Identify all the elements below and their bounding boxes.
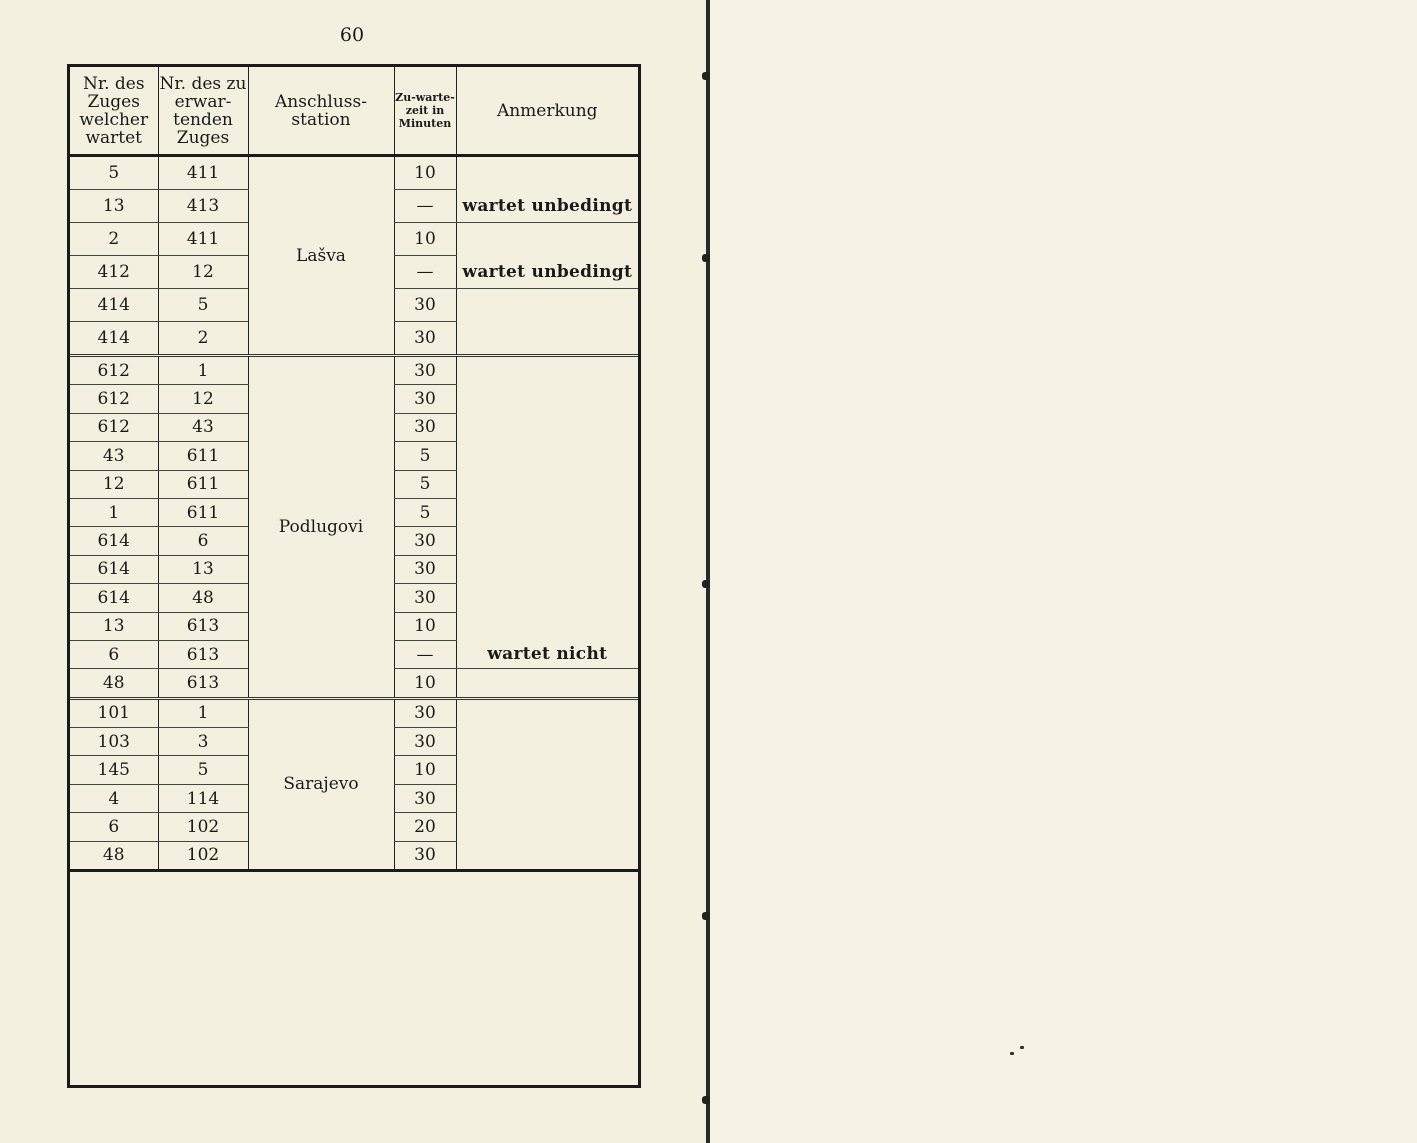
cell-remark — [456, 669, 638, 698]
cell-wait-minutes: 30 — [394, 527, 456, 555]
cell-train-waiting: 614 — [70, 555, 158, 583]
cell-train-awaited: 114 — [158, 784, 248, 812]
cell-wait-minutes: 30 — [394, 322, 456, 356]
cell-station: Podlugovi — [248, 356, 394, 699]
cell-train-waiting: 6 — [70, 640, 158, 668]
cell-train-awaited: 611 — [158, 470, 248, 498]
header-wait-minutes: Zu-warte-zeit in Minuten — [394, 67, 456, 156]
cell-remark — [456, 223, 638, 256]
cell-train-waiting: 1 — [70, 498, 158, 526]
cell-train-awaited: 613 — [158, 640, 248, 668]
cell-train-awaited: 2 — [158, 322, 248, 356]
cell-train-awaited: 6 — [158, 527, 248, 555]
cell-wait-minutes: 30 — [394, 356, 456, 385]
cell-wait-minutes: 30 — [394, 289, 456, 322]
cell-wait-minutes: 5 — [394, 442, 456, 470]
cell-train-awaited: 13 — [158, 555, 248, 583]
cell-train-waiting: 614 — [70, 527, 158, 555]
cell-wait-minutes: 10 — [394, 223, 456, 256]
cell-remark — [456, 289, 638, 322]
cell-train-awaited: 5 — [158, 756, 248, 784]
cell-train-waiting: 414 — [70, 289, 158, 322]
cell-train-waiting: 414 — [70, 322, 158, 356]
cell-train-waiting: 612 — [70, 356, 158, 385]
header-remark: Anmerkung — [456, 67, 638, 156]
cell-train-awaited: 413 — [158, 190, 248, 223]
cell-wait-minutes: 20 — [394, 813, 456, 841]
header-train-awaited: Nr. des zu erwar-tenden Zuges — [158, 67, 248, 156]
cell-wait-minutes: 5 — [394, 498, 456, 526]
cell-wait-minutes: 5 — [394, 470, 456, 498]
cell-train-awaited: 613 — [158, 669, 248, 698]
cell-wait-minutes: 30 — [394, 385, 456, 413]
cell-wait-minutes: 10 — [394, 669, 456, 698]
cell-wait-minutes: 30 — [394, 784, 456, 812]
cell-train-awaited: 1 — [158, 356, 248, 385]
cell-train-waiting: 12 — [70, 470, 158, 498]
cell-train-waiting: 612 — [70, 413, 158, 441]
cell-wait-minutes: 10 — [394, 612, 456, 640]
cell-station: Lašva — [248, 156, 394, 356]
cell-train-waiting: 2 — [70, 223, 158, 256]
cell-wait-minutes: — — [394, 640, 456, 668]
cell-train-waiting: 43 — [70, 442, 158, 470]
left-page — [0, 0, 708, 1143]
cell-train-waiting: 5 — [70, 156, 158, 190]
cell-remark — [456, 385, 638, 413]
cell-wait-minutes: 30 — [394, 698, 456, 727]
cell-wait-minutes: 10 — [394, 156, 456, 190]
cell-train-awaited: 411 — [158, 223, 248, 256]
timetable-body — [70, 156, 638, 871]
cell-train-waiting: 412 — [70, 256, 158, 289]
cell-remark — [456, 322, 638, 356]
table-row — [70, 356, 638, 385]
cell-train-waiting: 612 — [70, 385, 158, 413]
cell-remark: wartet unbedingt — [456, 190, 638, 223]
table-row — [70, 156, 638, 190]
cell-train-awaited: 1 — [158, 698, 248, 727]
cell-train-awaited: 411 — [158, 156, 248, 190]
cell-remark — [456, 756, 638, 784]
cell-remark — [456, 470, 638, 498]
cell-station: Sarajevo — [248, 698, 394, 870]
cell-wait-minutes: 10 — [394, 756, 456, 784]
cell-remark: wartet unbedingt — [456, 256, 638, 289]
cell-wait-minutes: 30 — [394, 728, 456, 756]
cell-train-awaited: 3 — [158, 728, 248, 756]
cell-train-waiting: 101 — [70, 698, 158, 727]
cell-remark — [456, 413, 638, 441]
cell-train-waiting: 145 — [70, 756, 158, 784]
cell-train-awaited: 43 — [158, 413, 248, 441]
connection-timetable — [70, 67, 638, 872]
cell-train-awaited: 611 — [158, 442, 248, 470]
cell-wait-minutes: 30 — [394, 841, 456, 870]
cell-remark — [456, 698, 638, 727]
cell-remark — [456, 356, 638, 385]
page-number: 60 — [339, 24, 365, 46]
cell-train-awaited: 613 — [158, 612, 248, 640]
cell-train-waiting: 13 — [70, 190, 158, 223]
header-train-waiting: Nr. des Zuges welcher wartet — [70, 67, 158, 156]
cell-train-waiting: 103 — [70, 728, 158, 756]
cell-train-awaited: 5 — [158, 289, 248, 322]
cell-remark — [456, 784, 638, 812]
cell-remark — [456, 728, 638, 756]
header-row — [70, 67, 638, 156]
paper-speck — [1010, 1052, 1014, 1055]
cell-train-waiting: 48 — [70, 669, 158, 698]
cell-train-waiting: 4 — [70, 784, 158, 812]
cell-train-awaited: 12 — [158, 385, 248, 413]
cell-train-waiting: 614 — [70, 584, 158, 612]
cell-train-awaited: 102 — [158, 813, 248, 841]
cell-remark — [456, 584, 638, 612]
cell-wait-minutes: — — [394, 190, 456, 223]
cell-train-waiting: 48 — [70, 841, 158, 870]
cell-remark — [456, 156, 638, 190]
cell-wait-minutes: 30 — [394, 413, 456, 441]
cell-remark — [456, 527, 638, 555]
cell-train-waiting: 6 — [70, 813, 158, 841]
timetable-frame — [67, 64, 641, 1088]
cell-train-waiting: 13 — [70, 612, 158, 640]
cell-wait-minutes: 30 — [394, 584, 456, 612]
cell-remark — [456, 841, 638, 870]
cell-remark — [456, 612, 638, 640]
cell-train-awaited: 12 — [158, 256, 248, 289]
cell-remark — [456, 498, 638, 526]
cell-train-awaited: 611 — [158, 498, 248, 526]
cell-remark — [456, 442, 638, 470]
paper-speck — [1020, 1046, 1024, 1049]
cell-wait-minutes: — — [394, 256, 456, 289]
table-row — [70, 698, 638, 727]
cell-wait-minutes: 30 — [394, 555, 456, 583]
cell-remark — [456, 813, 638, 841]
cell-remark — [456, 555, 638, 583]
header-station: Anschluss-station — [248, 67, 394, 156]
cell-train-awaited: 48 — [158, 584, 248, 612]
cell-train-awaited: 102 — [158, 841, 248, 870]
cell-remark: wartet nicht — [456, 640, 638, 668]
right-page — [710, 0, 1417, 1143]
